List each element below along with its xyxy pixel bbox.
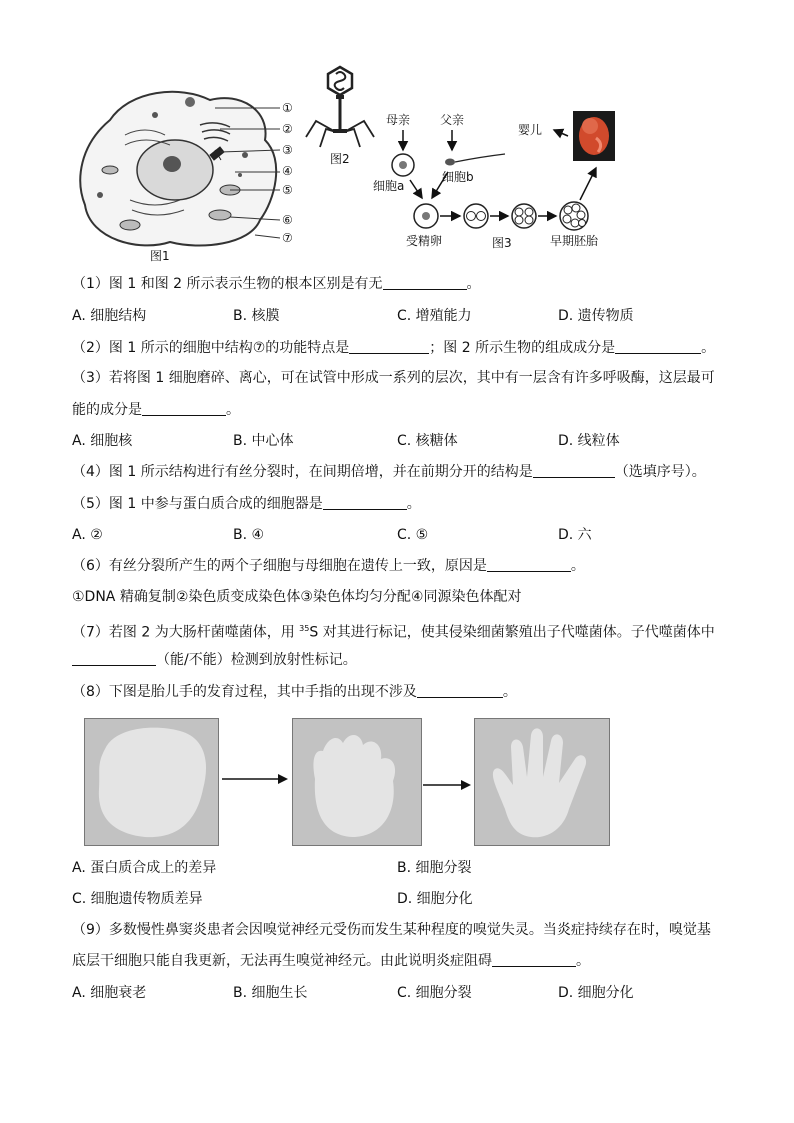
hand-stage-2-image: [292, 718, 422, 846]
q2-answer-blank-1[interactable]: [349, 339, 429, 354]
q8-stem: （8）下图是胎儿手的发育过程，其中手指的出现不涉及 。: [72, 684, 517, 700]
q2-stem: （2）图 1 所示的细胞中结构⑦的功能特点是 ；图 2 所示生物的组成成分是 。: [72, 340, 716, 356]
figure-3: [368, 108, 628, 253]
q5-answer-blank[interactable]: [323, 495, 407, 510]
q1-answer-blank[interactable]: [383, 275, 467, 290]
q5-option-b[interactable]: B. ④: [233, 527, 265, 543]
fig3-embryo-label: 早期胚胎: [550, 234, 599, 248]
q9-option-a[interactable]: A. 细胞衰老: [72, 985, 147, 1001]
fig1-label-5: ⑤: [282, 183, 293, 197]
q9-stem-line-1: （9）多数慢性鼻窦炎患者会因嗅觉神经元受伤而发生某种程度的嗅觉失灵。当炎症持续存在时，嗅觉基: [72, 922, 711, 938]
q3-answer-blank[interactable]: [142, 401, 226, 416]
fig3-baby-label: 婴儿: [518, 123, 543, 137]
q5-option-c[interactable]: C. ⑤: [397, 527, 429, 543]
fig3-zygote-label: 受精卵: [406, 234, 443, 248]
q7-answer-blank[interactable]: [72, 651, 156, 666]
development-diagram: [368, 108, 628, 253]
q9-answer-blank[interactable]: [492, 952, 576, 967]
fig1-label-4: ④: [282, 164, 293, 178]
fig3-cell-a-label: 细胞a: [373, 179, 405, 193]
q3-option-a[interactable]: A. 细胞核: [72, 433, 133, 449]
q3-option-b[interactable]: B. 中心体: [233, 433, 294, 449]
fig3-caption: 图3: [492, 236, 512, 250]
fig1-label-2: ②: [282, 122, 293, 136]
q8-option-c[interactable]: C. 细胞遗传物质差异: [72, 891, 203, 907]
q1-stem: （1）图 1 和图 2 所示表示生物的根本区别是有无 。: [72, 276, 481, 292]
q7-stem-line-1: （7）若图 2 为大肠杆菌噬菌体，用 $^{35}$S 对其进行标记，使其侵染细菌繁殖出子代噬菌体。子代噬菌体中: [72, 624, 715, 641]
q4-stem: （4）图 1 所示结构进行有丝分裂时，在间期倍增，并在前期分开的结构是 （选填序号）。: [72, 464, 706, 480]
q1-option-b[interactable]: B. 核膜: [233, 308, 280, 324]
figure-1: [70, 80, 310, 265]
q6-stem: （6）有丝分裂所产生的两个子细胞与母细胞在遗传上一致，原因是 。: [72, 558, 585, 574]
q5-option-a[interactable]: A. ②: [72, 527, 103, 543]
q1-option-d[interactable]: D. 遗传物质: [558, 308, 634, 324]
fig3-mother-label: 母亲: [386, 113, 411, 127]
hand-arrow-1: [222, 773, 288, 785]
q8-answer-blank[interactable]: [417, 683, 503, 698]
fig3-cell-b-label: 细胞b: [442, 170, 474, 184]
q4-answer-blank[interactable]: [533, 463, 615, 478]
q7-isotope-superscript: 35: [299, 624, 310, 633]
fig1-label-1: ①: [282, 101, 293, 115]
animal-cell-diagram: [70, 80, 310, 265]
fig2-caption: 图2: [330, 152, 350, 166]
q3-stem-line-1: （3）若将图 1 细胞磨碎、离心，可在试管中形成一系列的层次，其中有一层含有许多呼吸酶，这层最可: [72, 370, 715, 386]
fig1-label-7: ⑦: [282, 231, 293, 245]
fig1-label-6: ⑥: [282, 213, 293, 227]
q9-option-b[interactable]: B. 细胞生长: [233, 985, 308, 1001]
q6-answer-blank[interactable]: [487, 557, 571, 572]
q8-option-b[interactable]: B. 细胞分裂: [397, 860, 472, 876]
q3-option-d[interactable]: D. 线粒体: [558, 433, 620, 449]
hand-stage-1-image: [84, 718, 219, 846]
q3-stem-line-2: 能的成分是 。: [72, 402, 240, 418]
q1-option-a[interactable]: A. 细胞结构: [72, 308, 147, 324]
q9-option-d[interactable]: D. 细胞分化: [558, 985, 634, 1001]
fig1-caption: 图1: [150, 249, 170, 263]
q3-option-c[interactable]: C. 核糖体: [397, 433, 458, 449]
hand-stage-3-image: [474, 718, 610, 846]
fig1-label-3: ③: [282, 143, 293, 157]
q6-choices: ①DNA 精确复制②染色质变成染色体③染色体均匀分配④同源染色体配对: [72, 589, 522, 605]
q1-option-c[interactable]: C. 增殖能力: [397, 308, 472, 324]
fig3-father-label: 父亲: [440, 113, 465, 127]
hand-arrow-2: [423, 779, 471, 791]
q9-option-c[interactable]: C. 细胞分裂: [397, 985, 472, 1001]
q2-answer-blank-2[interactable]: [615, 339, 701, 354]
q5-option-d[interactable]: D. 六: [558, 527, 592, 543]
q8-option-d[interactable]: D. 细胞分化: [397, 891, 473, 907]
q9-stem-line-2: 底层干细胞只能自我更新，无法再生嗅觉神经元。由此说明炎症阻碍 。: [72, 953, 590, 969]
q7-stem-line-2: （能/不能）检测到放射性标记。: [72, 650, 357, 670]
q5-stem: （5）图 1 中参与蛋白质合成的细胞器是 。: [72, 496, 421, 512]
q8-option-a[interactable]: A. 蛋白质合成上的差异: [72, 860, 217, 876]
